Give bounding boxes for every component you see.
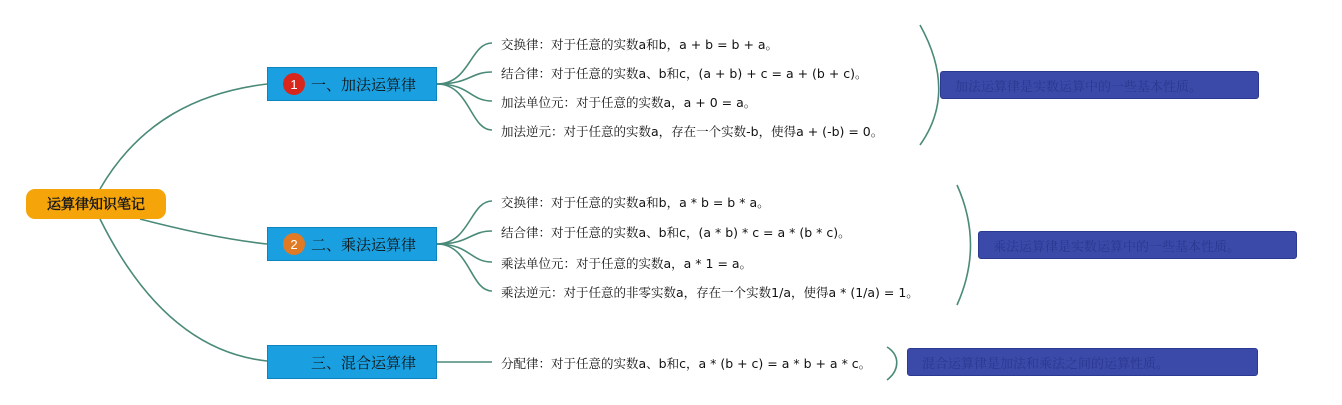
priority-1-icon: 1 — [283, 73, 305, 95]
branch-multiplication[interactable] — [267, 227, 437, 261]
branch-label: 一、加法运算律 — [311, 75, 417, 94]
link-root-branch-2 — [140, 219, 267, 244]
root-node[interactable] — [26, 189, 166, 219]
branch-label: 二、乘法运算律 — [311, 235, 417, 254]
summary-label: 乘法运算律是实数运算中的一些基本性质。 — [993, 239, 1241, 255]
summary-mixed[interactable] — [907, 348, 1258, 376]
priority-3-icon — [283, 351, 305, 373]
summary-multiplication[interactable] — [978, 231, 1297, 259]
link-b2-leaf-2 — [437, 231, 492, 244]
leaf-multiplication-inverse[interactable]: 乘法逆元：对于任意的非零实数a，存在一个实数1/a，使得a * (1/a) = 1。 — [501, 285, 919, 300]
leaf-addition-inverse[interactable]: 加法逆元：对于任意的实数a，存在一个实数-b，使得a + (-b) = 0。 — [501, 124, 884, 139]
branch-label: 三、混合运算律 — [311, 353, 417, 372]
bracket-2 — [957, 185, 971, 305]
bracket-3 — [887, 347, 897, 380]
branch-addition[interactable] — [267, 67, 437, 101]
link-root-branch-1 — [100, 84, 267, 189]
leaf-multiplication-identity[interactable]: 乘法单位元：对于任意的实数a，a * 1 = a。 — [501, 256, 753, 271]
summary-label: 加法运算律是实数运算中的一些基本性质。 — [955, 79, 1203, 95]
summary-addition[interactable] — [940, 71, 1259, 99]
leaf-multiplication-associative[interactable]: 结合律：对于任意的实数a、b和c，(a * b) * c = a * (b * c)。 — [501, 225, 851, 240]
link-b1-leaf-3 — [437, 84, 492, 101]
link-b2-leaf-1 — [437, 201, 492, 244]
bracket-1 — [920, 25, 939, 145]
leaf-multiplication-commutative[interactable]: 交换律：对于任意的实数a和b，a * b = b * a。 — [501, 195, 770, 210]
link-b1-leaf-1 — [437, 43, 492, 84]
link-b2-leaf-3 — [437, 244, 492, 262]
priority-2-icon: 2 — [283, 233, 305, 255]
root-label: 运算律知识笔记 — [47, 197, 145, 213]
branch-mixed[interactable] — [267, 345, 437, 379]
summary-label: 混合运算律是加法和乘法之间的运算性质。 — [922, 356, 1170, 372]
leaf-addition-associative[interactable]: 结合律：对于任意的实数a、b和c，(a + b) + c = a + (b + c)。 — [501, 66, 868, 81]
leaf-addition-identity[interactable]: 加法单位元：对于任意的实数a，a + 0 = a。 — [501, 95, 757, 110]
leaf-distributive[interactable]: 分配律：对于任意的实数a、b和c，a * (b + c) = a * b + a * c。 — [501, 356, 872, 371]
leaf-addition-commutative[interactable]: 交换律：对于任意的实数a和b，a + b = b + a。 — [501, 37, 779, 52]
